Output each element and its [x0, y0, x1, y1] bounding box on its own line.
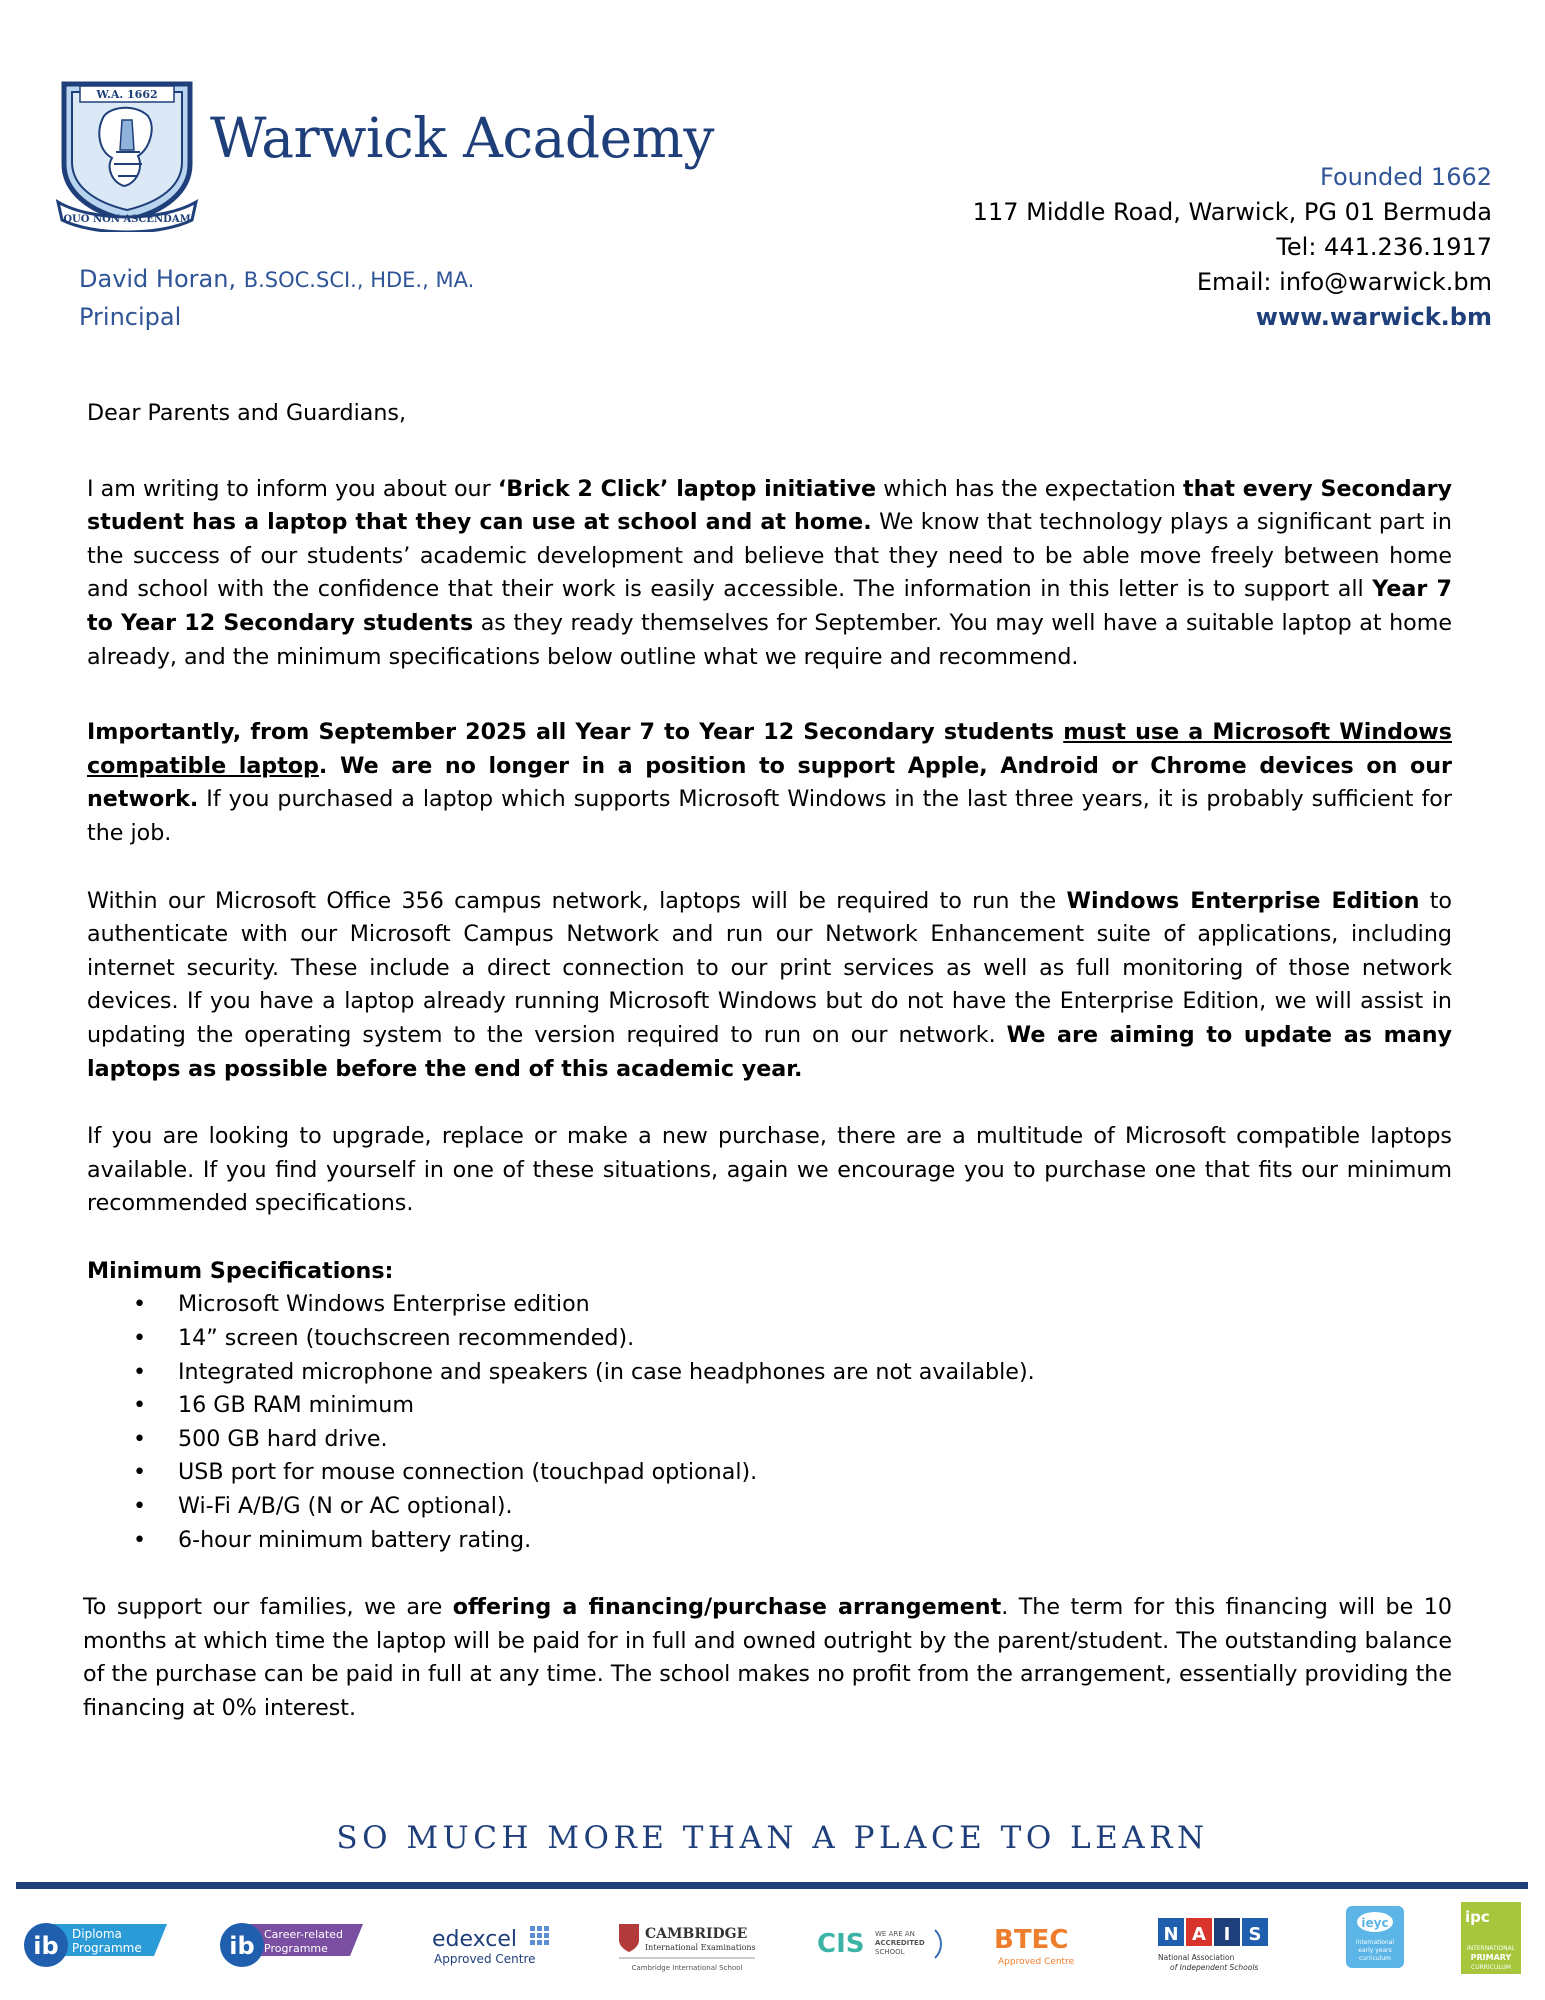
svg-text:CURRICULUM: CURRICULUM [1471, 1964, 1511, 1971]
list-item: • 500 GB hard drive. [178, 1423, 1452, 1457]
svg-text:S: S [1248, 1924, 1262, 1945]
svg-text:I: I [1223, 1924, 1231, 1945]
principal-block [79, 261, 474, 336]
svg-text:of Independent Schools: of Independent Schools [1170, 1963, 1259, 1972]
svg-text:ipc: ipc [1465, 1908, 1490, 1926]
accreditation-logos [0, 1900, 1545, 1990]
list-item: • 16 GB RAM minimum [178, 1389, 1452, 1423]
svg-text:CAMBRIDGE: CAMBRIDGE [645, 1926, 748, 1942]
svg-text:Approved Centre: Approved Centre [434, 1952, 536, 1966]
svg-text:CIS: CIS [817, 1929, 865, 1959]
svg-text:A: A [1192, 1924, 1206, 1945]
svg-text:early years: early years [1358, 1947, 1392, 1954]
founded-text: Founded 1662 [1320, 163, 1492, 191]
svg-text:Cambridge International School: Cambridge International School [631, 1964, 743, 1972]
list-item: • Integrated microphone and speakers (in case headphones are not available). [178, 1356, 1452, 1390]
address-text: 117 Middle Road, Warwick, PG 01 Bermuda [972, 198, 1492, 226]
svg-text:BTEC: BTEC [994, 1925, 1069, 1955]
telephone-text: Tel: 441.236.1917 [1276, 233, 1492, 261]
ib-diploma-programme-logo [22, 1900, 167, 1990]
principal-title: Principal [79, 303, 182, 331]
nais-logo [1150, 1900, 1290, 1990]
svg-text:international: international [1355, 1939, 1395, 1946]
principal-credentials: B.SOC.SCI., HDE., MA. [243, 268, 475, 292]
svg-text:ACCREDITED: ACCREDITED [875, 1939, 925, 1947]
svg-text:Programme: Programme [72, 1941, 142, 1955]
school-crest-logo [52, 72, 202, 232]
footer-tagline: SO MUCH MORE THAN A PLACE TO LEARN [336, 1820, 1209, 1856]
crest-motto: QUO NON ASCENDAM [63, 214, 191, 225]
list-item: • Microsoft Windows Enterprise edition [178, 1288, 1452, 1322]
svg-text:INTERNATIONAL: INTERNATIONAL [1466, 1945, 1516, 1952]
paragraph-initiative: I am writing to inform you about our ‘Brick 2 Click’ laptop initiative which has the expectation that every Secondary student has a laptop that they can use at school and at home. We know that technology plays a significant part in the success of our students’ academic development and believe that they need to be able move freely between home and school with the confidence that their work is easily accessible. The information in this letter is to support all Year 7 to Year 12 Secondary students as they ready themselves for September. You may well have a suitable laptop at home already, and the minimum specifications below outline what we require and recommend. [87, 475, 1452, 670]
list-item: • Wi-Fi A/B/G (N or AC optional). [178, 1490, 1452, 1524]
cis-accredited-logo [815, 1900, 945, 1990]
ipc-logo [1455, 1900, 1527, 1990]
paragraph-financing: To support our families, we are offering a financing/purchase arrangement. The term for this financing will be 10 months at which time the laptop will be paid for in full and owned outright by the parent/student. The outstanding balance of the purchase can be paid in full at any time. The school makes no profit from the arrangement, essentially providing the financing at 0% interest. [83, 1594, 1452, 1721]
svg-text:Approved Centre: Approved Centre [998, 1957, 1075, 1967]
list-item: • 14” screen (touchscreen recommended). [178, 1322, 1452, 1356]
edexcel-logo [430, 1900, 570, 1990]
svg-text:curriculum: curriculum [1358, 1955, 1392, 1962]
email-text: Email: info@warwick.bm [1196, 268, 1492, 296]
svg-text:International Examinations: International Examinations [645, 1943, 756, 1952]
contact-block [973, 160, 1492, 335]
paragraph-windows-requirement: Importantly, from September 2025 all Year 7 to Year 12 Secondary students must use a Microsoft Windows compatible laptop. We are no longer in a position to support Apple, Android or Chrome devices on our network. If you purchased a laptop which supports Microsoft Windows in the last three years, it is probably sufficient for the job. [87, 719, 1452, 846]
letter-body [83, 397, 1452, 1726]
school-name: Warwick Academy [210, 106, 714, 170]
principal-name: David Horan, [79, 265, 244, 293]
btec-logo [990, 1900, 1095, 1990]
svg-text:Career-related: Career-related [264, 1928, 343, 1941]
website-link[interactable]: www.warwick.bm [1255, 303, 1492, 331]
specs-list [87, 1288, 1452, 1557]
salutation: Dear Parents and Guardians, [87, 400, 407, 426]
svg-text:ib: ib [229, 1932, 255, 1960]
svg-text:National Association: National Association [1158, 1953, 1235, 1962]
list-item: • USB port for mouse connection (touchpad optional). [178, 1456, 1452, 1490]
svg-text:ib: ib [33, 1932, 59, 1960]
ieyc-logo [1340, 1900, 1410, 1990]
specs-heading: Minimum Specifications: [87, 1257, 394, 1284]
cambridge-international-logo [615, 1900, 760, 1990]
svg-text:PRIMARY: PRIMARY [1470, 1953, 1512, 1962]
footer-divider [16, 1882, 1528, 1889]
svg-text:Programme: Programme [264, 1942, 328, 1955]
svg-text:edexcel: edexcel [432, 1927, 518, 1952]
svg-text:N: N [1163, 1924, 1179, 1945]
paragraph-enterprise-edition: Within our Microsoft Office 356 campus network, laptops will be required to run the Windows Enterprise Edition to authenticate with our Microsoft Campus Network and run our Network Enhancement suite of applications, including internet security. These include a direct connection to our print services as well as full monitoring of those network devices. If you have a laptop already running Microsoft Windows but do not have the Enterprise Edition, we will assist in updating the operating system to the version required to run on our network. We are aiming to update as many laptops as possible before the end of this academic year. [87, 887, 1452, 1082]
svg-text:SCHOOL: SCHOOL [875, 1948, 905, 1956]
svg-text:WE ARE AN: WE ARE AN [875, 1930, 915, 1938]
ib-career-related-programme-logo [218, 1900, 363, 1990]
paragraph-purchase: If you are looking to upgrade, replace or make a new purchase, there are a multitude of Microsoft compatible laptops available. If you find yourself in one of these situations, again we encourage you to purchase one that fits our minimum recommended specifications. [87, 1123, 1452, 1217]
svg-text:ieyc: ieyc [1361, 1916, 1389, 1930]
svg-text:Diploma: Diploma [72, 1927, 122, 1941]
list-item: • 6-hour minimum battery rating. [178, 1524, 1452, 1558]
crest-top-text: W.A. 1662 [96, 88, 158, 101]
